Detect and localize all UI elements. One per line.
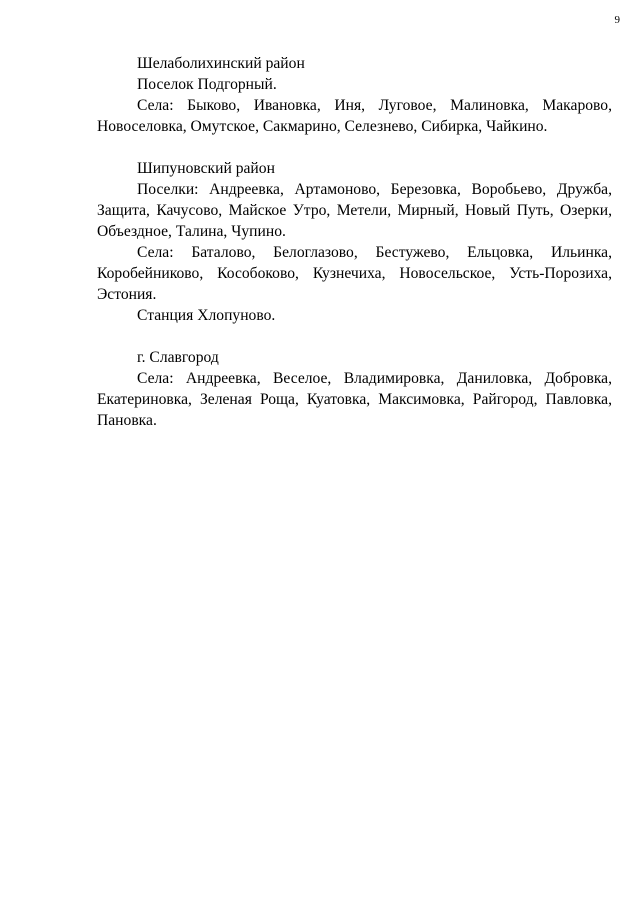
villages-list: Села: Быково, Ивановка, Иня, Луговое, Малиновка, Макарово, Новоселовка, Омутское, Сакмарино, Селезнево, Сибирка, Чайкино. (97, 97, 612, 135)
villages-list: Села: Баталово, Белоглазово, Бестужево, Ельцовка, Ильинка, Коробейниково, Кособоково, Кузнечиха, Новосельское, Усть-Порозиха, Эстония. (97, 244, 612, 303)
settlements-list: Поселки: Андреевка, Артамоново, Березовка, Воробьево, Дружба, Защита, Качусово, Майское Утро, Метели, Мирный, Новый Путь, Озерки, Объездное, Талина, Чупино. (97, 181, 612, 240)
station-line: Станция Хлопуново. (137, 307, 276, 324)
section-shipunovo-district (97, 158, 612, 326)
section-shelabolikha-district (97, 53, 612, 137)
settlement-line: Поселок Подгорный. (137, 76, 277, 93)
district-heading: г. Славгород (137, 349, 219, 366)
page-number: 9 (614, 14, 620, 26)
district-heading: Шелаболихинский район (137, 55, 305, 72)
document-body (97, 53, 612, 431)
district-heading: Шипуновский район (137, 160, 275, 177)
villages-list: Села: Андреевка, Веселое, Владимировка, Даниловка, Добровка, Екатериновка, Зеленая Роща, Куатовка, Максимовка, Райгород, Павловка, Пановка. (97, 370, 612, 429)
section-slavgorod-city (97, 347, 612, 431)
